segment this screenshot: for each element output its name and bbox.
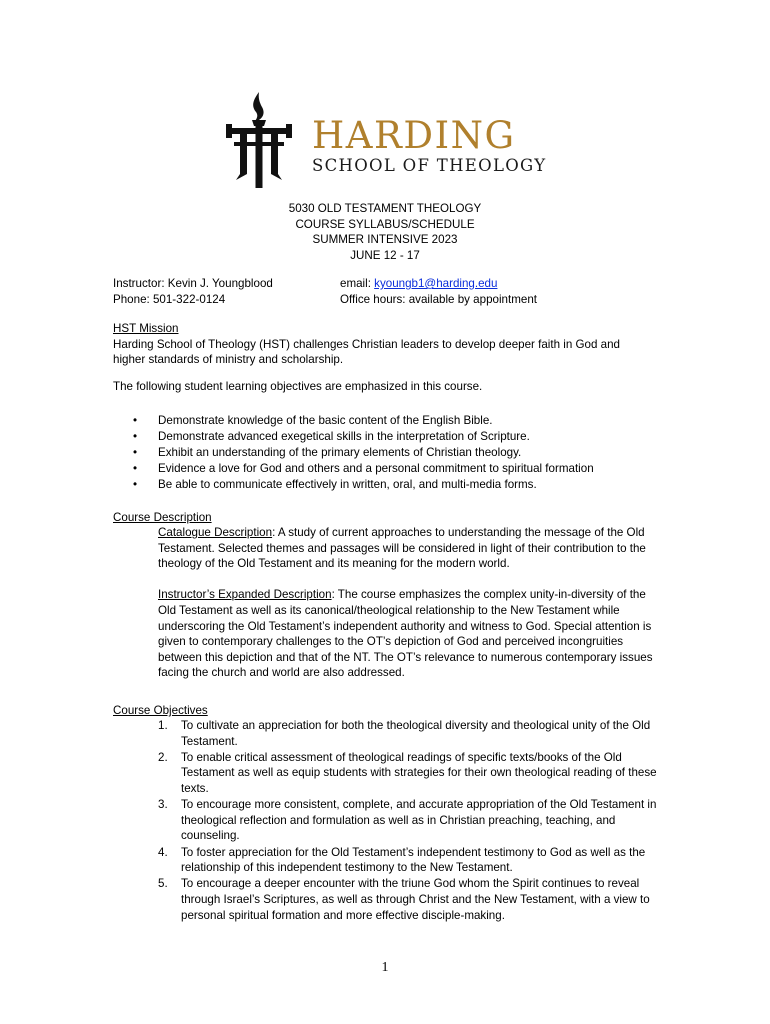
list-item: 1. To cultivate an appreciation for both the theological diversity and theological unity of the Old Testament.	[158, 719, 651, 748]
list-item: • Evidence a love for God and others and a personal commitment to spiritual formation	[133, 462, 594, 475]
course-objectives-list	[158, 718, 658, 924]
bullet-icon: •	[133, 462, 138, 475]
bullet-icon: •	[133, 430, 138, 443]
expanded-text: : The course emphasizes the complex unity-in-diversity of the Old Testament as well as its canonical/theological relationship to the New Testament while underscoring the Old Testament’s independent authority and witness to God. Special attention is given to contemporary challenges to the OT’s depiction of God and perceived incongruities between this depiction and that of the NT. The OT’s relevance to numerous contemporary issues facing the church and world are also addressed.	[158, 588, 653, 680]
list-item: 2. To enable critical assessment of theological readings of specific texts/books of the Old Testament as well as equip students with strategies for their own theological reading of these texts.	[158, 750, 657, 795]
mission-title: HST Mission	[113, 322, 179, 335]
email-label: email:	[340, 277, 375, 290]
list-item: 5. To encourage a deeper encounter with the triune God whom the Spirit continues to reveal through Israel’s Scriptures, as well as through Christ and the New Testament, with a view to personal spiritual formation and more effective disciple-making.	[158, 877, 650, 922]
course-description	[158, 525, 658, 681]
document-type: COURSE SYLLABUS/SCHEDULE	[295, 217, 475, 231]
learning-objectives-list	[113, 413, 653, 493]
bullet-icon: •	[133, 414, 138, 427]
torch-cross-icon	[226, 90, 292, 188]
list-item: 3. To encourage more consistent, complete, and accurate appropriation of the Old Testament in theological reflection and formulation as well as in Christian preaching, teaching, and counseling.	[158, 798, 657, 843]
instructor: Instructor: Kevin J. Youngblood	[113, 277, 273, 290]
logo-wordmark: HARDING	[312, 114, 516, 157]
mission-section	[113, 321, 653, 368]
list-item: • Demonstrate advanced exegetical skills in the interpretation of Scripture.	[133, 430, 530, 443]
catalogue-label: Catalogue Description	[158, 526, 273, 539]
bullet-icon: •	[133, 446, 138, 459]
expanded-label: Instructor’s Expanded Description	[158, 588, 332, 602]
course-title: 5030 OLD TESTAMENT THEOLOGY	[288, 202, 482, 215]
email-link[interactable]: kyoungb1@harding.edu	[374, 277, 498, 290]
page-number: 1	[381, 960, 389, 975]
office-hours: Office hours: available by appointment	[340, 292, 537, 306]
mission-text: Harding School of Theology (HST) challenges Christian leaders to develop deeper faith in God and higher standards of ministry and scholarship.	[113, 337, 620, 367]
catalogue-description	[158, 525, 658, 572]
term: SUMMER INTENSIVE 2023	[312, 233, 458, 247]
phone: Phone: 501-322-0124	[113, 292, 226, 306]
list-item: • Exhibit an understanding of the primary elements of Christian theology.	[133, 446, 522, 459]
course-header	[0, 201, 770, 263]
catalogue-text: : A study of current approaches to understanding the message of the Old Testament. Selected themes and passages will be considered in light of their contribution to the theology of the Old Testament and its meaning for the modern world.	[158, 526, 646, 571]
dates: JUNE 12 - 17	[350, 248, 420, 262]
list-item: 4. To foster appreciation for the Old Testament’s independent testimony to God as well as the relationship of this independent testimony to the New Testament.	[158, 845, 646, 875]
contact-info	[113, 276, 673, 307]
course-objectives-title: Course Objectives	[113, 704, 208, 717]
list-item: • Be able to communicate effectively in written, oral, and multi-media forms.	[133, 478, 537, 491]
harding-logo	[226, 90, 547, 188]
email-line	[340, 276, 497, 292]
course-description-title: Course Description	[113, 511, 212, 524]
expanded-description	[158, 587, 658, 681]
objectives-intro: The following student learning objectives are emphasized in this course.	[113, 380, 483, 393]
list-item: • Demonstrate knowledge of the basic content of the English Bible.	[133, 414, 493, 427]
bullet-icon: •	[133, 478, 138, 491]
logo-subtitle: SCHOOL OF THEOLOGY	[312, 156, 547, 175]
